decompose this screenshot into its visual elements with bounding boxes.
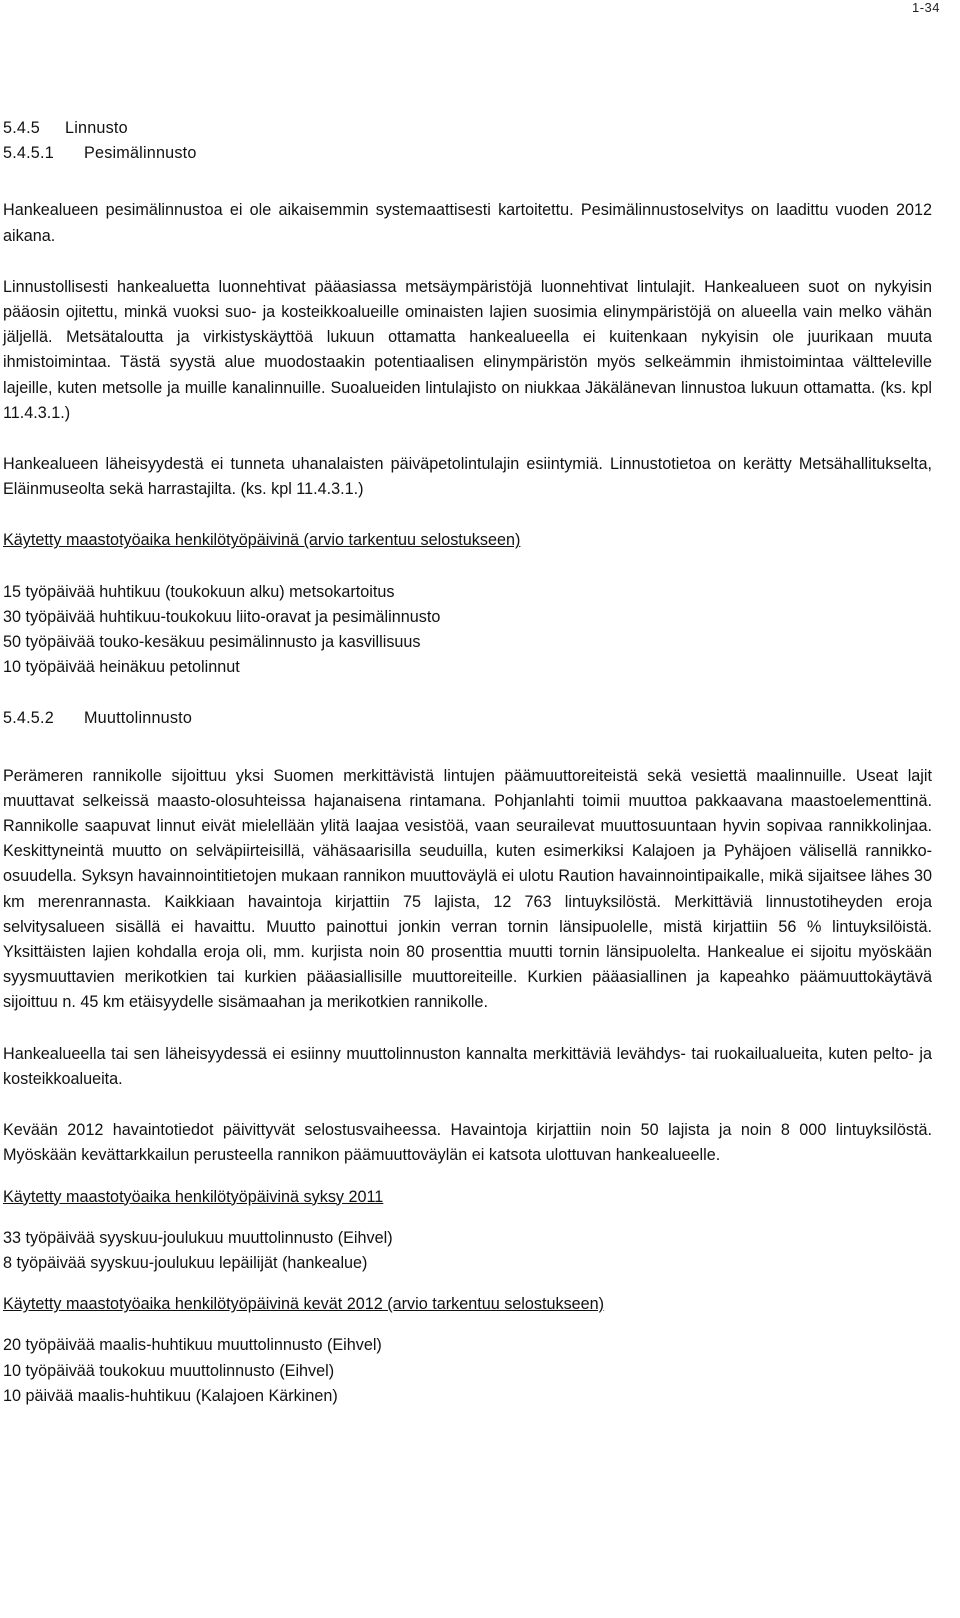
- list-item: 20 työpäivää maalis-huhtikuu muuttolinnusto (Eihvel): [3, 1336, 382, 1355]
- fieldwork-heading-3: Käytetty maastotyöaika henkilötyöpäivinä kevät 2012 (arvio tarkentuu selostukseen): [3, 1295, 605, 1314]
- section-title: Pesimälinnusto: [84, 144, 197, 163]
- fieldwork-heading-2: Käytetty maastotyöaika henkilötyöpäivinä syksy 2011: [3, 1187, 384, 1206]
- list-item: 10 päivää maalis-huhtikuu (Kalajoen Kärkinen): [3, 1386, 338, 1405]
- list-item: 10 työpäivää toukokuu muuttolinnusto (Eihvel): [3, 1361, 335, 1380]
- list-item: 10 työpäivää heinäkuu petolinnut: [3, 658, 240, 677]
- fieldwork-heading-1: Käytetty maastotyöaika henkilötyöpäivinä (arvio tarkentuu selostukseen): [3, 531, 521, 550]
- fieldwork-list-2: [3, 1226, 932, 1276]
- list-item: 15 työpäivää huhtikuu (toukokuun alku) metsokartoitus: [3, 582, 395, 601]
- fieldwork-list-1: [3, 580, 932, 681]
- list-item: 33 työpäivää syyskuu-joulukuu muuttolinnusto (Eihvel): [3, 1228, 393, 1247]
- paragraph-migration: Perämeren rannikolle sijoittuu yksi Suomen merkittävistä lintujen päämuuttoreiteistä sekä vesiettä maalinnuille. Useat lajit muuttavat selkeissä maasto-olosuhteissa hajanaisena rintamana. Pohjanlahti toimii muuttoa pakkaavana maastoelementtinä. Rannikolle saapuvat linnut eivät mielellään ylitä laajaa vesistöä, vaan seurailevat muuttosuuntaan hyvin sopivaa rannikkolinjaa. Keskittyneintä muutto on selväpiirteisillä, vähäsaarisilla seuduilla, kuten esimerkiksi Kalajoen ja Pyhäjoen välisellä rannikko-osuudella. Syksyn havainnointitietojen mukaan rannikon muuttoväylä ei ulotu Raution havainnointipaikalle, mikä sijaitsee lähes 30 km merenrannasta. Kaikkiaan havaintoja kirjattiin 75 lajista, 12 763 lintuyksilöstä. Merkittäviä linnustotiheyden eroja selvitysalueen sisällä ei havaittu. Muutto painottui jonkin verran tornin länsipuolelle, mistä kirjattiin 56 % lintuyksilöistä. Yksittäisten lajien kohdalla eroja oli, mm. kurjista noin 80 prosenttia muutti tornin länsipuolelta. Hankealue ei sijoitu myöskään syysmuuttavien merikotkien tai kurkien pääasiallisille muuttoreiteille. Kurkien pääasiallinen ja kapeahko päämuuttokäytävä sijoittuu n. 45 km etäisyydelle sisämaahan ja merikotkien rannikolle.: [3, 766, 932, 1012]
- list-item: 8 työpäivää syyskuu-joulukuu lepäilijät (hankealue): [3, 1253, 368, 1272]
- section-title: Muuttolinnusto: [84, 709, 193, 728]
- page-number: 1-34: [911, 0, 940, 15]
- paragraph-habitat: Linnustollisesti hankealuetta luonnehtivat pääasiassa metsäympäristöjä luonnehtivat lintulajit. Hankealueen suot on nykyisin pääosin ojitettu, minkä vuoksi suo- ja kosteikkoalueille ominaisten lajien suosimia elinympäristöjä on alueella vain melko vähän jäljellä. Metsätaloutta ja virkistyskäyttöä lukuun ottamatta hankealueella ei kuitenkaan nykyisin ole juurikaan muuta ihmistoimintaa. Tästä syystä alue muodostaakin potentiaalisen elinympäristön myös selkeämmin ihmistoimintaa vältteleville lajeille, kuten metsolle ja muille kanalinnuille. Suoalueiden lintulajisto on niukkaa Jäkälänevan linnustoa lukuun ottamatta. (ks. kpl 11.4.3.1.): [3, 277, 932, 422]
- section-number: 5.4.5.1: [3, 144, 54, 163]
- fieldwork-list-3: [3, 1333, 932, 1409]
- section-heading-5-4-5-1: [3, 141, 932, 166]
- document-body: [3, 116, 932, 1409]
- paragraph-intro: Hankealueen pesimälinnustoa ei ole aikaisemmin systemaattisesti kartoitettu. Pesimälinnustoselvitys on laadittu vuoden 2012 aikana.: [3, 201, 932, 245]
- paragraph-resting-areas: Hankealueella tai sen läheisyydessä ei esiinny muuttolinnuston kannalta merkittäviä levähdys- tai ruokailualueita, kuten pelto- ja kosteikkoalueita.: [3, 1044, 932, 1088]
- section-heading-5-4-5: [3, 116, 932, 141]
- list-item: 50 työpäivää touko-kesäkuu pesimälinnusto ja kasvillisuus: [3, 633, 421, 652]
- section-number: 5.4.5.2: [3, 709, 54, 728]
- list-item: 30 työpäivää huhtikuu-toukokuu liito-oravat ja pesimälinnusto: [3, 607, 441, 626]
- paragraph-raptors: Hankealueen läheisyydestä ei tunneta uhanalaisten päiväpetolintulajin esiintymiä. Linnustotietoa on kerätty Metsähallitukselta, Eläinmuseolta sekä harrastajilta. (ks. kpl 11.4.3.1.): [3, 455, 932, 499]
- section-heading-5-4-5-2: [3, 706, 932, 731]
- section-title: Linnusto: [65, 119, 128, 137]
- paragraph-spring-2012: Kevään 2012 havaintotiedot päivittyvät selostusvaiheessa. Havaintoja kirjattiin noin 50 lajista ja noin 8 000 lintuyksilöstä. Myöskään kevättarkkailun perusteella rannikon päämuuttoväylän ei katsota ulottuvan hankealueelle.: [3, 1121, 932, 1165]
- section-number: 5.4.5: [3, 119, 41, 137]
